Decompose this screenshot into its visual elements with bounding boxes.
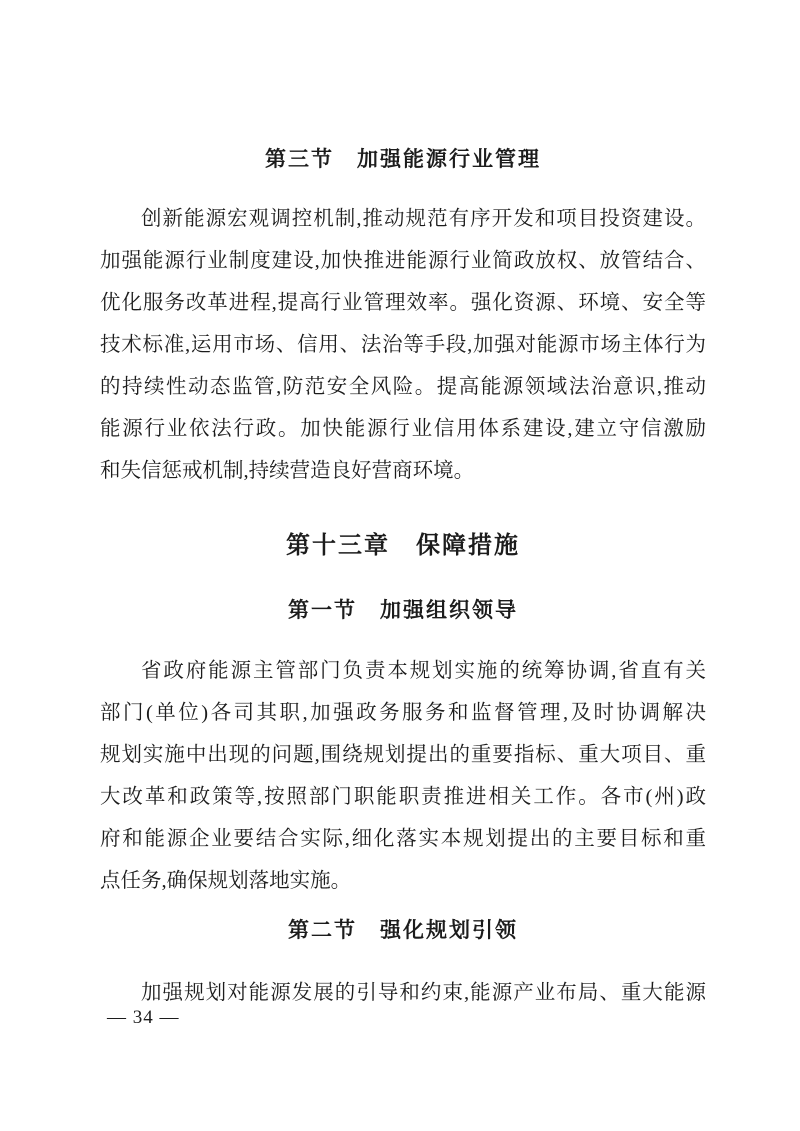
body-line: 能源行业依法行政。加快能源行业信用体系建设,建立守信激励: [100, 418, 706, 440]
body-line: 技术标准,运用市场、信用、法治等手段,加强对能源市场主体行为: [100, 334, 706, 356]
page-number: — 34 —: [107, 1007, 180, 1028]
body-line: 加强能源行业制度建设,加快推进能源行业简政放权、放管结合、: [100, 250, 706, 272]
body-line: 创新能源宏观调控机制,推动规范有序开发和项目投资建设。: [141, 208, 706, 230]
body-line: 优化服务改革进程,提高行业管理效率。强化资源、环境、安全等: [100, 292, 706, 314]
paragraph: [100, 650, 706, 902]
body-line: 大改革和政策等,按照部门职能职责推进相关工作。各市(州)政: [100, 786, 706, 808]
body-line: 加强规划对能源发展的引导和约束,能源产业布局、重大能源: [141, 982, 706, 1004]
body-line: 省政府能源主管部门负责本规划实施的统筹协调,省直有关: [141, 660, 706, 682]
body-line: 部门(单位)各司其职,加强政务服务和监督管理,及时协调解决: [100, 702, 706, 724]
body-line: 规划实施中出现的问题,围绕规划提出的重要指标、重大项目、重: [100, 744, 706, 766]
page-body: [100, 0, 706, 1014]
chapter-heading-13: 第十三章 保障措施: [286, 532, 520, 559]
paragraph: [100, 972, 706, 1014]
body-line: 的持续性动态监管,防范安全风险。提高能源领域法治意识,推动: [100, 376, 706, 398]
paragraph: [100, 198, 706, 492]
body-line: 点任务,确保规划落地实施。: [100, 870, 352, 892]
body-line: 府和能源企业要结合实际,细化落实本规划提出的主要目标和重: [100, 828, 706, 850]
body-line: 和失信惩戒机制,持续营造良好营商环境。: [100, 460, 475, 482]
section-heading-1: 第一节 加强组织领导: [288, 598, 518, 622]
section-heading-3: 第三节 加强能源行业管理: [265, 147, 541, 171]
section-heading-2: 第二节 强化规划引领: [288, 918, 518, 942]
